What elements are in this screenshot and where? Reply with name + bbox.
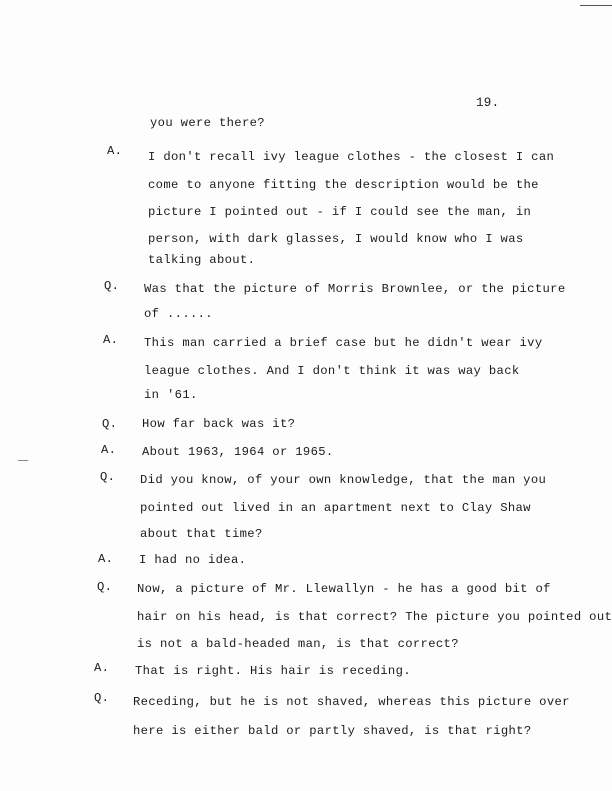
speaker-label-answer: A. bbox=[94, 661, 110, 675]
speaker-label-question: Q. bbox=[94, 691, 110, 705]
transcript-line: hair on his head, is that correct? The picture you pointed out bbox=[137, 610, 612, 624]
transcript-line: is not a bald-headed man, is that correct? bbox=[137, 637, 459, 651]
transcript-line: you were there? bbox=[150, 116, 265, 130]
speaker-label-question: Q. bbox=[97, 580, 113, 594]
transcript-line: pointed out lived in an apartment next to Clay Shaw bbox=[140, 501, 531, 515]
transcript-line: Did you know, of your own knowledge, that the man you bbox=[140, 473, 547, 487]
transcript-line: This man carried a brief case but he didn't wear ivy bbox=[144, 336, 543, 350]
transcript-line: How far back was it? bbox=[142, 417, 296, 431]
speaker-label-answer: A. bbox=[101, 443, 117, 457]
transcript-line: of ...... bbox=[144, 307, 213, 321]
transcript-line: Now, a picture of Mr. Llewallyn - he has a good bit of bbox=[137, 582, 551, 596]
speaker-label-answer: A. bbox=[107, 144, 123, 158]
transcript-line: About 1963, 1964 or 1965. bbox=[142, 445, 334, 459]
transcript-line: Receding, but he is not shaved, whereas this picture over bbox=[133, 695, 570, 709]
edge-mark bbox=[580, 5, 612, 6]
transcript-line: talking about. bbox=[148, 253, 256, 267]
transcript-line: in '61. bbox=[144, 388, 198, 402]
transcript-line: Was that the picture of Morris Brownlee, or the picture bbox=[144, 282, 566, 296]
transcript-line: I had no idea. bbox=[139, 553, 247, 567]
transcript-line: That is right. His hair is receding. bbox=[135, 664, 411, 678]
transcript-line: I don't recall ivy league clothes - the closest I can bbox=[148, 150, 555, 164]
page-number: 19. bbox=[476, 96, 500, 110]
transcript-line: picture I pointed out - if I could see the man, in bbox=[148, 205, 532, 219]
speaker-label-answer: A. bbox=[98, 552, 114, 566]
speaker-label-question: Q. bbox=[102, 417, 118, 431]
speaker-label-question: Q. bbox=[100, 470, 116, 484]
transcript-line: league clothes. And I don't think it was way back bbox=[144, 364, 520, 378]
transcript-line: person, with dark glasses, I would know who I was bbox=[148, 232, 524, 246]
margin-mark bbox=[18, 460, 28, 461]
speaker-label-question: Q. bbox=[104, 279, 120, 293]
speaker-label-answer: A. bbox=[103, 333, 119, 347]
transcript-line: here is either bald or partly shaved, is that right? bbox=[133, 724, 532, 738]
transcript-line: come to anyone fitting the description would be the bbox=[148, 178, 539, 192]
transcript-line: about that time? bbox=[140, 527, 263, 541]
